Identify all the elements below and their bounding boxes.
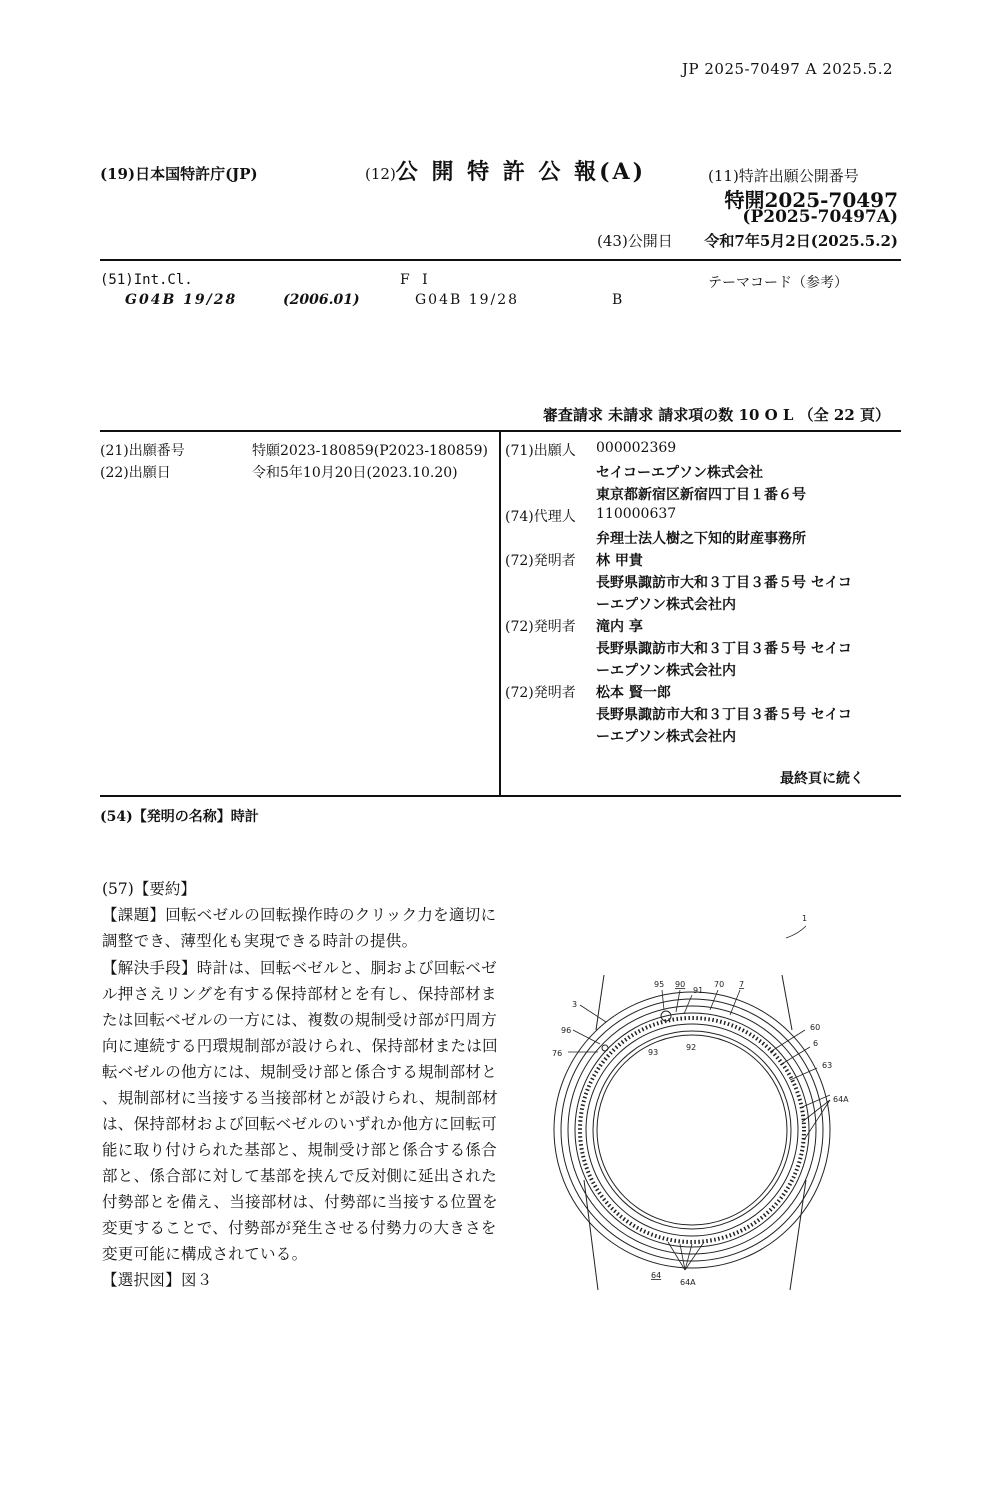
examination-status: 審査請求 未請求 請求項の数 10 O L （全 22 頁） <box>542 406 890 424</box>
figure-label: 64A <box>680 1278 696 1287</box>
case-outer-ring <box>554 992 833 1268</box>
abstract-line: 転ベゼルの他方には、規制受け部と係合する規制部材と <box>102 1063 498 1081</box>
party-line: 長野県諏訪市大和３丁目３番５号 セイコ <box>596 707 852 723</box>
party-line: 長野県諏訪市大和３丁目３番５号 セイコ <box>596 575 852 591</box>
filing-date: 令和5年10月20日(2023.10.20) <box>252 465 458 481</box>
application-number-label: (21)出願番号 <box>100 443 185 459</box>
leader-line <box>573 1030 600 1044</box>
leader-line <box>685 1244 692 1270</box>
small-part-96 <box>602 1045 608 1051</box>
publication-reference: JP 2025-70497 A 2025.5.2 <box>682 60 893 78</box>
abstract-line: 部と、係合部に対して基部を挟んで反対側に延出された <box>102 1167 498 1185</box>
figure-label: 1 <box>802 914 808 923</box>
abstract-line: は、保持部材および回転ベゼルのいずれか他方に回転可 <box>102 1115 498 1133</box>
leader-line <box>662 990 664 1010</box>
fi-label: F I <box>400 272 432 288</box>
filing-date-label: (22)出願日 <box>100 465 171 481</box>
bibliography-column-divider <box>499 430 501 796</box>
abstract-line: 調整でき、薄型化も実現できる時計の提供。 <box>102 932 418 950</box>
lower-right-lug <box>790 1180 806 1290</box>
header-divider <box>100 259 901 261</box>
party-label: (72)発明者 <box>505 685 576 701</box>
abstract-line: 変更することで、付勢部が発生させる付勢力の大きさを <box>102 1219 497 1237</box>
figure-label: 76 <box>552 1049 563 1058</box>
abstract-line: 能に取り付けられた基部と、規制受け部と係合する係合 <box>102 1141 498 1159</box>
continued-note: 最終頁に続く <box>780 771 864 787</box>
figure-label: 93 <box>648 1048 659 1057</box>
abstract-line: 【解決手段】時計は、回転ベゼルと、胴および回転ベゼ <box>102 959 498 977</box>
party-line: 弁理士法人樹之下知的財産事務所 <box>596 531 806 547</box>
document-kind-title: 公 開 特 許 公 報(A) <box>395 159 646 185</box>
abstract-line: 【課題】回転ベゼルの回転操作時のクリック力を適切に <box>102 906 497 924</box>
party-line: ーエプソン株式会社内 <box>596 663 736 679</box>
fi-suffix: B <box>612 292 623 308</box>
publication-number-alt: (P2025-70497A) <box>742 207 898 227</box>
bibliography-top-rule <box>100 430 901 432</box>
publication-number: 特開2025-70497 <box>724 188 898 212</box>
publication-number-label: (11)特許出願公開番号 <box>708 167 859 185</box>
figure-label: 96 <box>561 1026 572 1035</box>
party-line: 000002369 <box>596 440 677 456</box>
case-ring-2 <box>561 999 823 1261</box>
leader-line <box>790 1068 817 1080</box>
leader-line <box>770 1030 805 1052</box>
party-line: セイコーエプソン株式会社 <box>596 465 764 481</box>
party-line: 松本 賢一郎 <box>596 685 671 701</box>
figure-label: 7 <box>739 980 745 989</box>
figure-label: 64A <box>833 1095 849 1104</box>
intcl-version: (2006.01) <box>283 292 360 308</box>
upper-right-lug <box>782 975 792 1030</box>
abstract-line: 付勢部とを備え、当接部材は、付勢部に当接する位置を <box>102 1193 498 1211</box>
abstract-line: たは回転ベゼルの一方には、複数の規制受け部が円周方 <box>102 1011 498 1029</box>
abstract-line: 変更可能に構成されている。 <box>102 1245 308 1263</box>
publication-date: 令和7年5月2日(2025.5.2) <box>704 232 898 250</box>
party-line: ーエプソン株式会社内 <box>596 729 736 745</box>
party-label: (72)発明者 <box>505 619 576 635</box>
leader-line <box>804 1100 830 1140</box>
application-number: 特願2023-180859(P2023-180859) <box>252 443 488 459</box>
figure-label: 6 <box>813 1039 819 1048</box>
abstract-line: 、規制部材に当接する当接部材とが設けられ、規制部材 <box>102 1089 498 1107</box>
party-line: 林 甲貴 <box>596 553 643 569</box>
watch-figure <box>550 905 890 1295</box>
bezel-inner-ring <box>586 1024 798 1236</box>
leader-line <box>580 1005 606 1022</box>
party-label: (72)発明者 <box>505 553 576 569</box>
intcl-code: G04B 19/28 <box>125 292 238 308</box>
party-line: 東京都新宿区新宿四丁目１番６号 <box>596 487 806 503</box>
figure-label: 70 <box>714 980 725 989</box>
figure-label: 63 <box>822 1061 833 1070</box>
publication-date-label: (43)公開日 <box>597 232 673 250</box>
party-line: 滝内 享 <box>596 619 643 635</box>
dial-ring <box>593 1031 791 1229</box>
intcl-label: (51)Int.Cl. <box>100 272 193 288</box>
leader-line <box>730 990 740 1015</box>
theme-code-label: テーマコード（参考） <box>708 275 848 291</box>
party-label: (71)出願人 <box>505 443 576 459</box>
leader-line <box>685 1242 704 1270</box>
figure-label: 95 <box>654 980 665 989</box>
figure-label: 60 <box>810 1023 821 1032</box>
document-kind <box>365 155 646 186</box>
party-line: 110000637 <box>596 506 677 522</box>
document-kind-prefix: (12) <box>365 165 396 183</box>
abstract-line: 向に連続する円環規制部が設けられ、保持部材または回 <box>102 1037 498 1055</box>
upper-left-lug <box>596 975 604 1030</box>
party-label: (74)代理人 <box>505 509 576 525</box>
figure-label: 64 <box>651 1271 662 1280</box>
abstract-line: 【選択図】図３ <box>102 1271 213 1289</box>
patent-office: (19)日本国特許庁(JP) <box>100 165 258 183</box>
party-line: ーエプソン株式会社内 <box>596 597 736 613</box>
party-line: 長野県諏訪市大和３丁目３番５号 セイコ <box>596 641 852 657</box>
figure-label: 3 <box>572 1000 578 1009</box>
figure-label: 90 <box>675 980 686 989</box>
abstract-heading: (57)【要約】 <box>102 880 196 898</box>
abstract-line: ル押さえリングを有する保持部材とを有し、保持部材ま <box>102 985 497 1003</box>
bibliography-bottom-rule <box>100 795 901 797</box>
invention-title: (54)【発明の名称】時計 <box>100 809 259 825</box>
figure-label: 91 <box>693 986 704 995</box>
ref-arrow-1 <box>786 926 806 938</box>
leader-line <box>684 995 692 1014</box>
figure-label: 92 <box>686 1043 697 1052</box>
dial-inner-ring <box>597 1035 787 1225</box>
fi-code: G04B 19/28 <box>415 292 520 308</box>
